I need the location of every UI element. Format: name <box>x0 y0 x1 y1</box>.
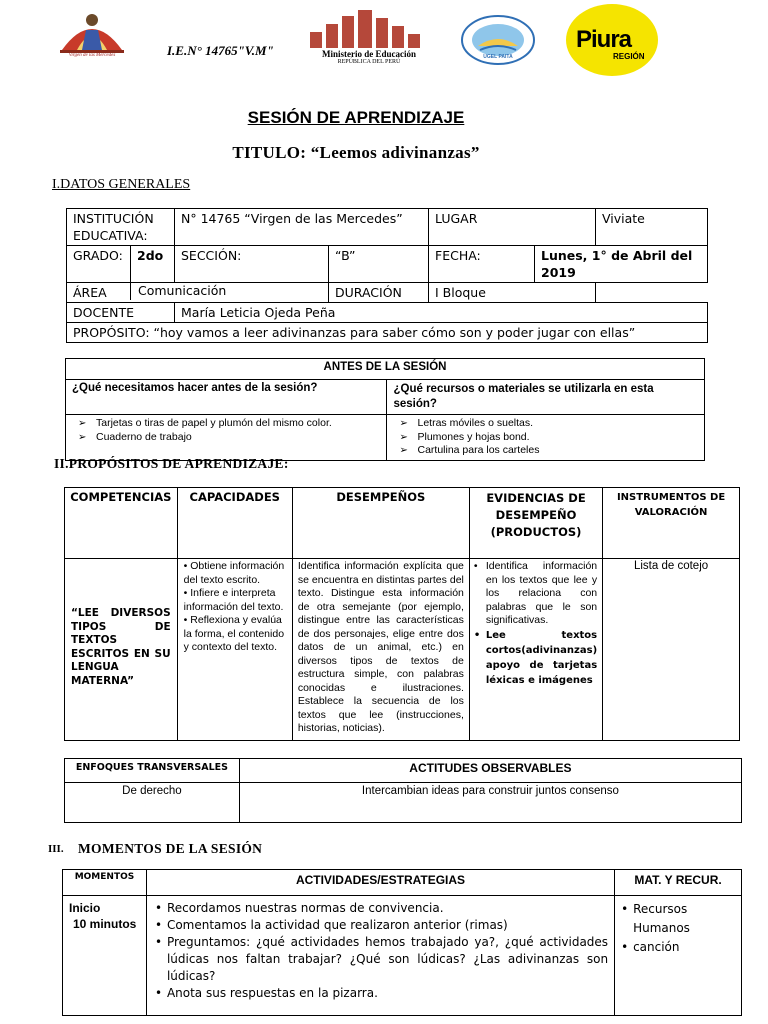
recursos-list <box>619 900 733 957</box>
header-desempenos: DESEMPEÑOS <box>292 488 469 559</box>
seccion-value: “B” <box>329 246 429 283</box>
enfoque-value: De derecho <box>65 783 240 823</box>
inicio-label: Inicio <box>69 901 101 915</box>
page-title: SESIÓN DE APRENDIZAJE <box>247 108 465 127</box>
ministry-country: REPÚBLICA DEL PERÚ <box>337 59 401 65</box>
ugel-label: UGEL PAITA <box>483 54 513 60</box>
list-item: ➢ Tarjetas o tiras de papel y plumón del mismo color. <box>72 417 380 431</box>
seccion-label: SECCIÓN: <box>175 246 329 283</box>
header-instrumentos: INSTRUMENTOS DE VALORACIÓN <box>603 488 740 559</box>
docente-label: DOCENTE <box>67 303 175 323</box>
area-label: ÁREA <box>67 283 329 303</box>
ministry-name: Ministerio de Educación <box>322 49 416 59</box>
enfoques-header: ENFOQUES TRANSVERSALES <box>65 759 240 783</box>
antes-materials-list <box>393 417 698 458</box>
antes-needs-list <box>72 417 380 444</box>
enfoques-table <box>64 758 742 823</box>
ministry-logo <box>306 8 432 66</box>
lugar-value: Viviate <box>596 209 708 246</box>
capacidad-item: • Obtiene información del texto escrito. <box>183 560 285 586</box>
instrumento-text: Lista de cotejo <box>603 559 740 741</box>
area-divider <box>130 281 131 300</box>
datos-generales-table <box>66 208 708 343</box>
list-item: ➢ Cuaderno de trabajo <box>72 431 380 445</box>
antes-col2-header: ¿Qué recursos o materiales se utilizarla en esta sesión? <box>387 380 705 415</box>
duracion-label: DURACIÓN <box>329 283 429 303</box>
list-item: • canción <box>619 938 733 957</box>
fecha-label: FECHA: <box>429 246 535 283</box>
grado-label: GRADO: <box>67 246 131 283</box>
capacidad-item: • Reflexiona y evalúa la forma, el contenido y contexto del texto. <box>183 614 285 653</box>
fecha-value: Lunes, 1° de Abril del 2019 <box>535 246 708 283</box>
grado-value: 2do <box>131 246 175 283</box>
session-subtitle: TITULO: “Leemos adivinanzas” <box>232 143 480 162</box>
lugar-label: LUGAR <box>429 209 596 246</box>
section-propositos: II.PROPÓSITOS DE APRENDIZAJE: <box>54 456 289 471</box>
evidencia-item: • Lee textos cortos(adivinanzas) apoyo de tarjetas léxicas e imágenes <box>472 628 597 688</box>
desempenos-text: Identifica información explícita que se encuentra en distintas partes del texto. Distingue esta información de otra semejante (por ejemplo, distingue entre las características de dos personajes, elige entre dos datos de un animal, etc.) en diversos tipos de textos de estructura simple, con palabras conocidas e ilustraciones. Establece la secuencia de los textos que lee (instrucciones, historias, noticias). <box>292 559 469 741</box>
list-item: • Recursos Humanos <box>619 900 733 938</box>
list-item: ➢ Cartulina para los carteles <box>393 444 698 458</box>
crest-caption: Virgen de las Mercedes <box>68 53 116 58</box>
region-sub: REGIÓN <box>613 52 645 61</box>
list-item: • Comentamos la actividad que realizaron anterior (rimas) <box>153 917 608 934</box>
section-datos-generales: I.DATOS GENERALES <box>52 177 191 192</box>
section-momentos: MOMENTOS DE LA SESIÓN <box>78 841 263 856</box>
list-item: • Anota sus respuestas en la pizarra. <box>153 985 608 1002</box>
list-item: • Recordamos nuestras normas de convivencia. <box>153 900 608 917</box>
actitudes-header: ACTITUDES OBSERVABLES <box>239 759 741 783</box>
momentos-table <box>62 869 742 1016</box>
actividades-list <box>153 900 608 1002</box>
antes-sesion-table <box>65 358 705 461</box>
competencia-text: “LEE DIVERSOS TIPOS DE TEXTOS ESCRITOS EN SU LENGUA MATERNA” <box>65 559 178 741</box>
school-code: I.E.N° 14765"V.M" <box>167 43 274 58</box>
school-crest-logo <box>52 6 132 62</box>
docente-value: María Leticia Ojeda Peña <box>175 303 708 323</box>
list-item: • Preguntamos: ¿qué actividades hemos trabajado ya?, ¿qué actividades lúdicas nos faltan trabajar? ¿Qué son lúdicas? ¿Las adivinanzas son lúdicas? <box>153 934 608 985</box>
header-competencias: COMPETENCIAS <box>65 488 178 559</box>
section-momentos-num: III. <box>48 843 64 855</box>
region-word: Piura <box>576 26 632 53</box>
header-evidencias: EVIDENCIAS DE DESEMPEÑO (PRODUCTOS) <box>469 488 602 559</box>
institucion-label: INSTITUCIÓN EDUCATIVA: <box>67 209 175 246</box>
duracion-value: I Bloque <box>429 283 596 303</box>
capacidad-item: • Infiere e interpreta información del texto. <box>183 587 284 613</box>
list-item: ➢ Plumones y hojas bond. <box>393 431 698 445</box>
header-recursos: MAT. Y RECUR. <box>615 870 742 896</box>
evidencias-list <box>472 560 597 688</box>
piura-region-logo <box>566 4 658 76</box>
actitud-value: Intercambian ideas para construir juntos consenso <box>239 783 741 823</box>
inicio-time: 10 minutos <box>73 917 137 931</box>
antes-header: ANTES DE LA SESIÓN <box>66 359 705 380</box>
header-capacidades: CAPACIDADES <box>177 488 292 559</box>
area-value-text: Comunicación <box>138 283 227 298</box>
proposito-text: PROPÓSITO: “hoy vamos a leer adivinanzas para saber cómo son y poder jugar con ellas” <box>67 323 708 343</box>
propositos-table <box>64 487 740 741</box>
evidencia-item: • Identifica información en los textos que lee y los relaciona con palabras que le son significativas. <box>472 560 597 628</box>
institucion-value: N° 14765 “Virgen de las Mercedes” <box>175 209 429 246</box>
list-item: ➢ Letras móviles o sueltas. <box>393 417 698 431</box>
ugel-logo <box>460 14 536 66</box>
header-momentos: MOMENTOS <box>63 870 147 896</box>
antes-col1-header: ¿Qué necesitamos hacer antes de la sesión? <box>66 380 387 415</box>
header-actividades: ACTIVIDADES/ESTRATEGIAS <box>146 870 614 896</box>
